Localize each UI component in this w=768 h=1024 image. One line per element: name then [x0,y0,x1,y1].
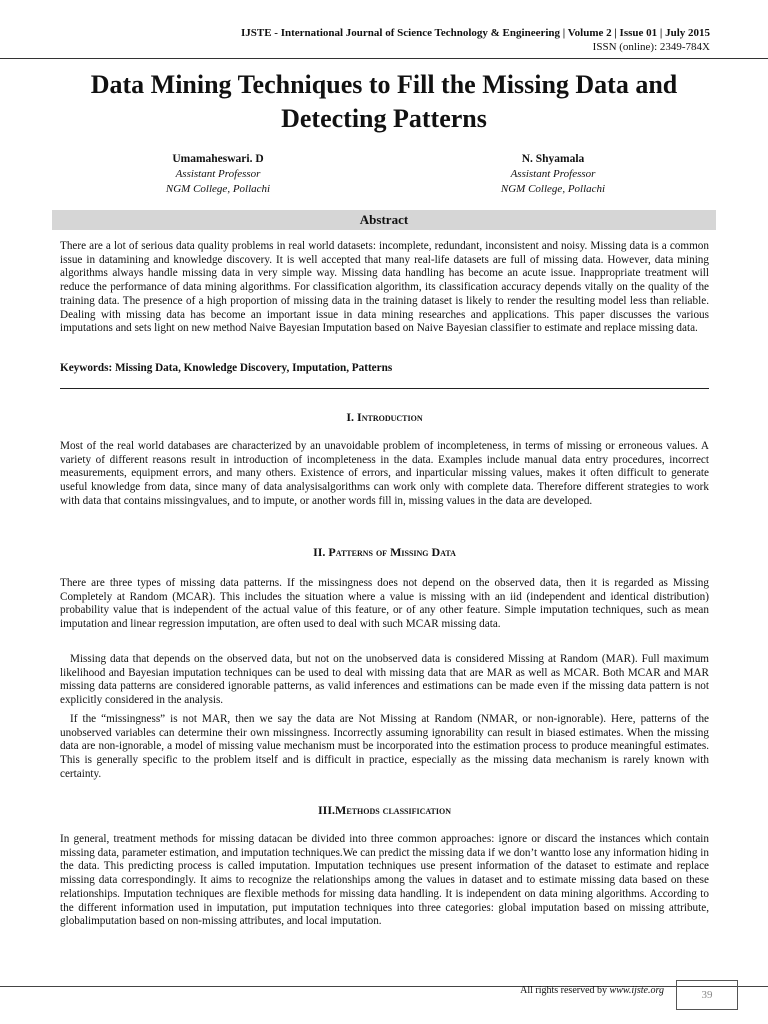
abstract-text: There are a lot of serious data quality problems in real world datasets: incomplete, redundant, inconsistent and noisy. Missing data is a common issue in datamining and knowledge discovery. It is well accepted that many real-life datasets are full of missing data. However, data mining algorithms always handle missing data in very simple way. Missing data handling has become an acute issue. Inappropriate treatment will reduce the performance of data mining algorithms. For classification algorithm, its classification accuracy depends vitally on the quality of the training data. The presence of a high proportion of missing data in the training dataset is likely to render the resulting model less than reliable. Dealing with missing data has become an important issue in data mining researches and applications. This paper discusses the various imputations and sets light on new method Naive Bayesian Imputation based on Naive Bayesian classifier to estimate and replace missing data. [60,240,709,335]
patterns-paragraph-2: Missing data that depends on the observed data, but not on the unobserved data is considered Missing at Random (MAR). Full maximum likelihood and Bayesian imputation techniques can be used to deal with missing data that are MAR as well as MCAR. Both MCAR and MAR missing data patterns are considered ignorable patterns, as valid inferences and estimations can be made even if the missing data pattern is not explicitly considered in the analysis. [60,653,709,707]
header-divider [0,58,768,59]
patterns-paragraph-3: If the “missingness” is not MAR, then we say the data are Not Missing at Random (NMAR, or non-ignorable). Here, patterns of the unobserved variables can determine their own missingness. Incorrectly assuming ignorability can result in biased estimates. When the missing data are non-ignorable, a model of missing value mechanism must be incorporated into the estimation process to produce meaningful estimates. This is generally specific to the problem itself and is difficult in practice, especially as the missing data mechanism is rarely known with certainty. [60,713,709,780]
rights-text: All rights reserved by [520,985,610,996]
section-heading-patterns: II. Patterns of Missing Data [313,545,456,559]
author-block-2 [433,152,673,197]
author-role: Assistant Professor [510,168,596,180]
introduction-paragraph: Most of the real world databases are characterized by an unavoidable problem of incompleteness, in terms of missing or erroneous values. A variety of different reasons result in introduction of incompleteness in the data. Examples include manual data entry procedures, incorrect measurements, equipment errors, and many others. Existence of errors, and inparticular missing values, makes it often difficult to generate useful knowledge from data, since many of data analysisalgorithms can work only with complete data. Therefore different strategies to work with data that contains missingvalues, and to impute, or another words fill in, missing values in the data are developed. [60,440,709,507]
footer-copyright [520,984,664,998]
methods-paragraph: In general, treatment methods for missing datacan be divided into three common approaches: ignore or discard the instances which contain missing data, parameter estimation, and imputation techniques.We can predict the missing data if we don’t wantto lose any information hiding in the data. This predicting process is called imputation. Imputation techniques use present information of the dataset to estimate and replace missing data correspondingly. It aims to recognize the relationships among the values in dataset and to estimate missing data based on these relationships. Imputation techniques are flexible methods for missing data handling. It is independent on data mining algorithms. According to the different information used in imputation, put imputation techniques into three categories: global imputation based on missing attribute, globalimputation based on non-missing attributes, and local imputation. [60,833,709,928]
author-name: N. Shyamala [521,153,585,165]
page-number: 39 [676,980,737,1010]
author-affiliation: NGM College, Pollachi [165,183,271,195]
paper-title: Data Mining Techniques to Fill the Missing Data and Detecting Patterns [90,70,678,133]
abstract-heading: Abstract [52,210,716,230]
page-corner-mark [737,980,758,1010]
author-affiliation: NGM College, Pollachi [500,183,606,195]
author-block-1 [98,152,338,197]
keywords: Keywords: Missing Data, Knowledge Discovery, Imputation, Patterns [60,362,393,374]
author-role: Assistant Professor [175,168,261,180]
section-heading-methods: III.Methods classification [318,803,451,817]
abstract-divider [60,388,709,389]
journal-name: IJSTE - International Journal of Science Technology & Engineering | Volume 2 | Issue 01 | July 2015 [240,27,710,39]
site-link[interactable]: www.ijste.org [609,985,664,996]
patterns-paragraph-1: There are three types of missing data patterns. If the missingness does not depend on the observed data, then it is regarded as Missing Completely at Random (MCAR). This includes the situation where a value is missing with an iid (independent and identical distribution) probability value that is independent of the actual value of this feature, or of any other feature. Simple imputation techniques, such as mean imputation and linear regression imputation, are often used to deal with such MCAR missing data. [60,577,709,631]
issn: ISSN (online): 2349-784X [592,41,710,53]
author-name: Umamaheswari. D [172,153,264,165]
journal-header [241,26,710,54]
section-heading-introduction: I. Introduction [346,410,423,424]
